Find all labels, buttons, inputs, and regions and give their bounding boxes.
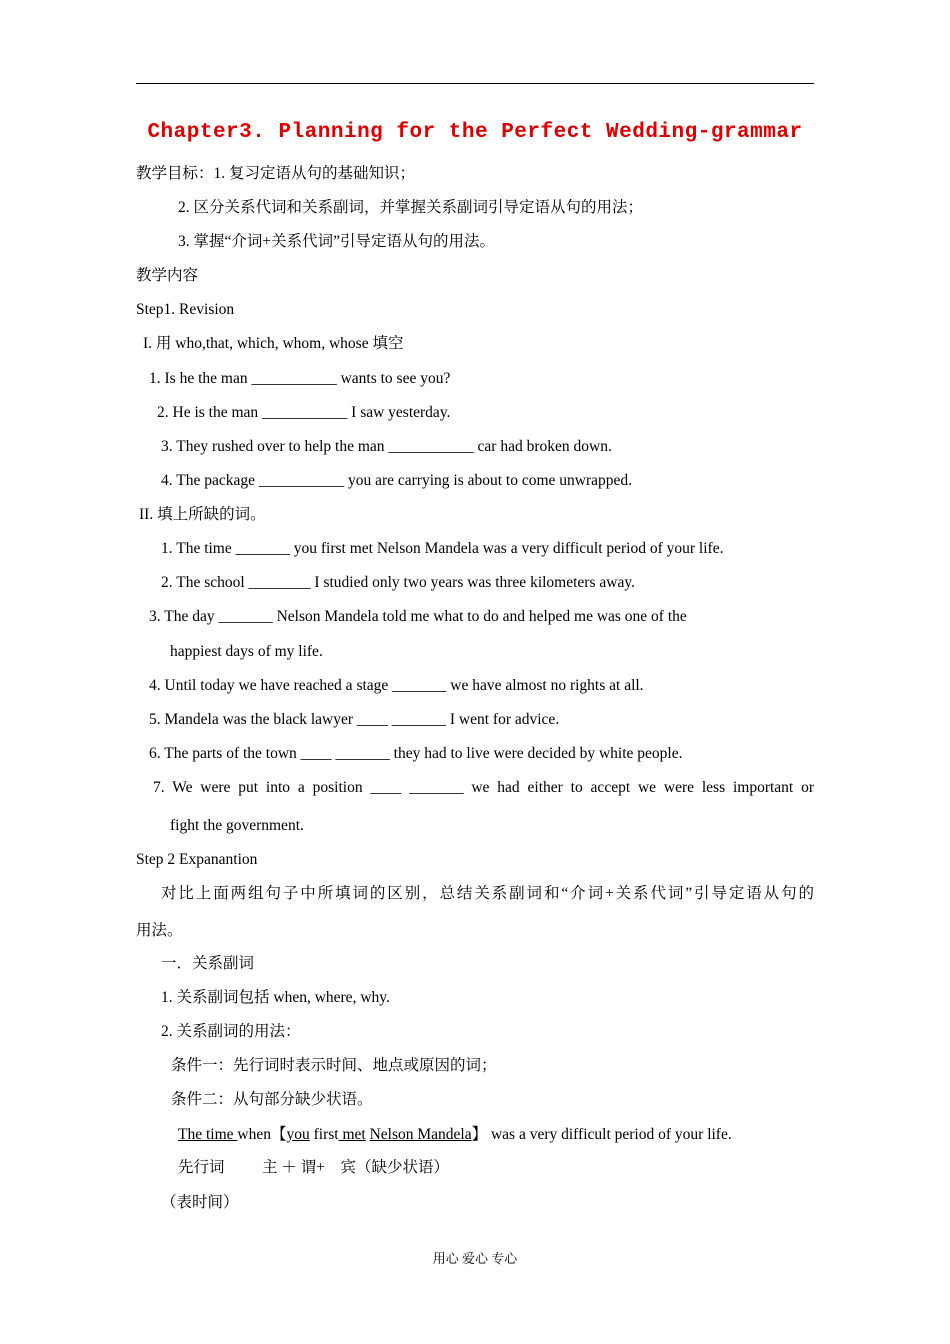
- label-sentence-parts: 主 ＋ 谓+ 宾（缺少状语）: [262, 1159, 449, 1176]
- part1-item-3: 3. They rushed over to help the man ___________ car had broken down.: [161, 438, 612, 455]
- part2-item-2: 2. The school ________ I studied only two years was three kilometers away.: [161, 574, 635, 591]
- part2-item-5: 5. Mandela was the black lawyer ____ _______ I went for advice.: [149, 711, 560, 728]
- example-object: Nelson Mandela: [369, 1126, 472, 1143]
- part2-item-3: 3. The day _______ Nelson Mandela told me what to do and helped me was one of the: [149, 608, 687, 625]
- condition-1: 条件一：先行词时表示时间、地点或原因的词；: [171, 1057, 497, 1074]
- goal-2: 2. 区分关系代词和关系副词，并掌握关系副词引导定语从句的用法；: [178, 199, 644, 216]
- condition-2: 条件二：从句部分缺少状语。: [171, 1091, 373, 1108]
- label-antecedent: 先行词: [178, 1159, 225, 1176]
- part2-item-6: 6. The parts of the town ____ _______ they had to live were decided by white people.: [149, 745, 683, 762]
- example-antecedent: The time: [178, 1126, 238, 1143]
- example-subject: you: [286, 1126, 310, 1143]
- part2-heading: II. 填上所缺的词。: [139, 506, 266, 523]
- section1-item-1: 1. 关系副词包括 when, where, why.: [161, 989, 390, 1006]
- example-first: first: [309, 1126, 339, 1143]
- part1-item-4: 4. The package ___________ you are carrying is about to come unwrapped.: [161, 472, 633, 489]
- step2-heading: Step 2 Expanantion: [136, 851, 258, 868]
- part2-item-3-cont: happiest days of my life.: [170, 643, 323, 660]
- section1-heading: 一．关系副词: [161, 955, 255, 972]
- section1-item-2: 2. 关系副词的用法：: [161, 1023, 301, 1040]
- example-sentence: [178, 1125, 732, 1145]
- example-rest: 】 was a very difficult period of your life.: [471, 1126, 732, 1143]
- goal-3: 3. 掌握“介词+关系代词”引导定语从句的用法。: [178, 233, 496, 250]
- part1-item-1: 1. Is he the man ___________ wants to see you?: [149, 370, 451, 387]
- part2-item-1: 1. The time _______ you first met Nelson Mandela was a very difficult period of your life.: [161, 540, 724, 557]
- page-footer: 用心 爱心 专心: [432, 1251, 518, 1266]
- goal-1: 教学目标：1. 复习定语从句的基础知识；: [136, 165, 416, 182]
- explain-line-1: 对比上面两组句子中所填词的区别，总结关系副词和“介词+关系代词”引导定语从句的: [161, 885, 814, 902]
- part2-item-7: 7. We were put into a position ____ _______ we had either to accept we were less important or: [153, 779, 814, 796]
- header-rule: [136, 83, 814, 84]
- part1-item-2: 2. He is the man ___________ I saw yesterday.: [157, 404, 451, 421]
- label-time: （表时间）: [161, 1194, 239, 1211]
- content-heading: 教学内容: [136, 267, 199, 284]
- example-verb: met: [338, 1126, 366, 1143]
- part2-item-7-cont: fight the government.: [170, 817, 304, 834]
- part2-item-4: 4. Until today we have reached a stage _______ we have almost no rights at all.: [149, 677, 644, 694]
- step1-heading: Step1. Revision: [136, 301, 235, 318]
- example-relative-adverb: when【: [237, 1126, 287, 1143]
- explain-line-2: 用法。: [136, 922, 183, 939]
- part1-heading: I. 用 who,that, which, whom, whose 填空: [143, 335, 404, 352]
- page-title: Chapter3. Planning for the Perfect Wedding-grammar: [147, 121, 803, 144]
